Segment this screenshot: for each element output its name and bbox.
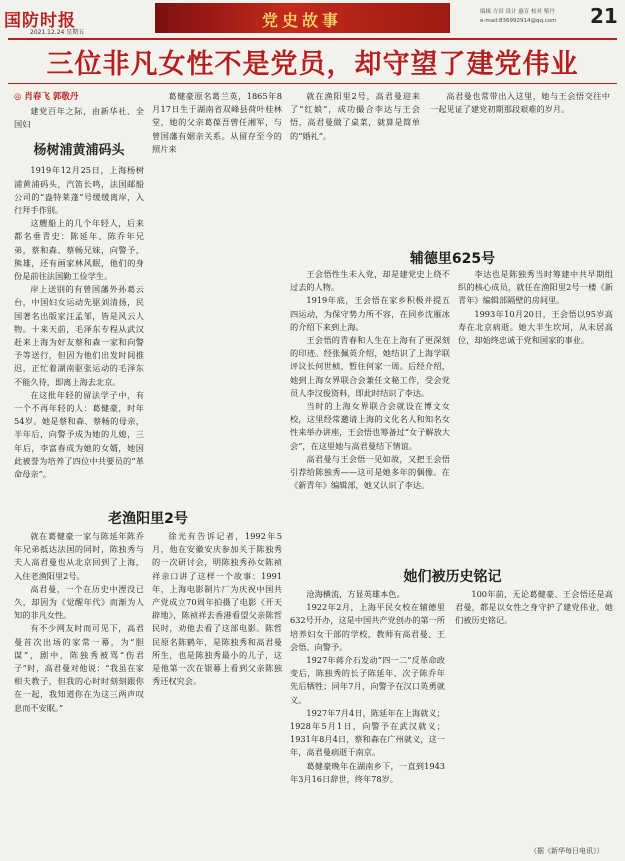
paragraph: 当时的上海女界联合会就设在博文女校，这里经常邀请上海的文化名人和知名女性来举办讲座，王会悟也筹备过“女子解放大会”，在这里她与高君曼结下情谊。	[290, 401, 450, 451]
section-heading-4: 她们被历史铭记	[403, 569, 502, 585]
paragraph: 沧海横流，方显英雄本色。	[306, 589, 405, 599]
paragraph: 就在葛健豪一家与陈延年陈乔年兄弟抵达法国的同时，陈独秀与夫人高君曼也从北京回到了上海，入住老渔阳里2号。	[14, 531, 144, 581]
editor-credits	[480, 8, 556, 26]
intro-paragraph: 建党百年之际，由新华社、全国妇	[14, 106, 144, 130]
headline-bottom-rule	[8, 83, 617, 84]
source-credit: （据《新华每日电讯》）	[530, 847, 604, 855]
paragraph: 高君曼也常带出入这里，她与王会悟交往中一起见证了建党初期那段艰难的岁月。	[430, 91, 610, 115]
page-number: 21	[590, 4, 618, 28]
paragraph: 葛健豪晚年在湖南乡下，一直到1943年3月16日辞世，终年78岁。	[290, 760, 445, 784]
masthead	[0, 0, 625, 36]
paragraph: 1919年底，王会悟在家乡积极并提五四运动，为保守势力所不容，在同乡沈雁冰的介绍下来到上海。	[290, 295, 450, 332]
paragraph: 这艘船上的几个年轻人，后来都名垂青史：陈延年、陈乔年兄弟，蔡和森、蔡畅兄妹，向警予，熊雄，还有画家林风眠，他们的身份是前往法国勤工俭学生。	[14, 218, 144, 282]
paragraph: 在这批年轻的留法学子中，有一个不再年轻的人：葛健豪，时年54岁。她是蔡和森、蔡畅的母亲，半年后，向警予成为她的儿媳，三年后，李富春成为她的女婿，她因此被誉为培养了四位中共要员的“革命母亲”。	[14, 389, 144, 480]
paragraph: 葛健豪原名葛兰英，1865年8月17日生于湖南省双峰县荷叶桂林堂，她的父亲葛葆吾曾任湘军，与曾国藩有姻亲关系。从留存至今的照片来	[152, 91, 282, 154]
paragraph: 王会悟的青春和人生在上海有了更深刻的印迹。经张佩英介绍，她结识了上海学联评议长何世桢，暂住何家一周。后经介绍，她到上海女界联合会兼任文秘工作，受会党员人李汉俊资料，即此时结识了李达。	[290, 335, 450, 398]
paragraph: 100年前，无论葛健豪、王会悟还是高君曼，都是以女性之身守护了建党伟业，她们被历史铭记。	[455, 589, 613, 626]
paragraph: 徐光有告诉记者，1992年5月，他在安徽安庆参加关于陈独秀的一次研讨会，明陈独秀孙女陈祯祥亲口讲了这样一个故事：1991年，上海电影制片厂为庆祝中国共产党成立70周年拍摄了电影《开天辟地》，陈祯祥去香港看望父亲陈哲民时，劝他去看了这部电影。陈哲民原名陈鹤年，是陈独秀和高君曼所生，也是陈独秀最小的儿子，这是他第一次在银幕上看到父亲陈独秀还权究会。	[152, 531, 282, 687]
column-8	[152, 530, 282, 842]
column-4	[430, 90, 610, 240]
section-banner	[155, 3, 450, 33]
paragraph: 高君曼与王会悟一见如故，又把王会悟引荐给陈独秀——这可是她多年的偶像。在《新青年》编辑部，她又认识了李达。	[290, 453, 450, 491]
paragraph: 1922年2月，上海平民女校在辅德里632号开办，这是中国共产党创办的第一所培养妇女干部的学校，教师有高君曼、王会悟、向警予。	[290, 602, 445, 652]
paragraph: 就在渔阳里2号，高君曼迎来了“红娘”，成功撮合李达与王会悟，高君曼做了桌菜，就算是简单的“婚礼”。	[290, 91, 420, 141]
section-title: 党史故事	[262, 11, 343, 30]
paragraph: 高君曼，一个在历史中湮没已久，却因为《觉醒年代》而渐为人知的非凡女性。	[14, 583, 144, 621]
column-10	[455, 588, 613, 838]
paragraph: 李达也是陈独秀当时筹建中共早期组织的核心成员，就任在渔阳里2号一楼《新青年》编辑部隔壁的房间里。	[458, 269, 613, 306]
section-heading-2: 老渔阳里2号	[108, 511, 188, 527]
section-heading-1: 杨树浦黄浦码头	[33, 143, 125, 159]
column-3	[290, 90, 420, 240]
column-7	[14, 530, 144, 842]
column-1	[14, 90, 144, 520]
editor-email: e-mail:836992914@qq.com	[480, 18, 557, 24]
paragraph: 1927年蒋介石发动“四一二”反革命政变后，陈独秀的长子陈延年、次子陈乔年先后牺牲；同年7月，向警予在汉口英勇就义。	[290, 655, 445, 705]
byline: ◎ 肖春飞 郭敬丹	[14, 92, 79, 102]
newspaper-logo: 国防时报	[4, 11, 76, 31]
issue-date: 2021.12.24 星期五	[30, 29, 85, 36]
paragraph: 有不少网友时而可见下，高君曼首次出场的家常一幕，为“胆谋”，剧中，陈独秀被骂“伤君子”时，高君曼对他说：“我虽在家相夫教子，但我的心时时刻刻跟你在一起，我知道你在为这三两声叹息而不安眠。”	[14, 623, 144, 713]
paragraph: 1919年12月25日，上海杨树浦黄浦码头，汽笛长鸣，法国邮船公司的“盎特莱蓬”号缓缓离岸，入行拜手作别。	[14, 165, 144, 216]
section-heading-3: 辅德里625号	[409, 251, 496, 267]
column-6	[458, 268, 613, 553]
headline-top-rule	[8, 38, 617, 40]
article-headline: 三位非凡女性不是党员，却守望了建党伟业	[46, 49, 579, 80]
paragraph: 1993年10月20日，王会悟以95岁高寿在北京病逝。她大半生坎坷，从未居高位，却始终忠诚于党和国家的事业。	[458, 308, 613, 346]
paragraph: 1927年7月4日，陈延年在上海就义；1928年5月1日，向警予在武汉就义；1931年8月4日，蔡和森在广州就义，这一年，高君曼病逝于南京。	[290, 707, 445, 758]
column-2	[152, 90, 282, 505]
paragraph: 岸上送别的有曾国藩外孙葛云台，中国妇女运动先驱刘清扬，民国著名出版家汪孟邹，皆是风云人物。十来天前，毛泽东专程从武汉赶来上海为好友蔡和森一家和向警予等送行，但因为他们出发时间推迟，正忙着湖南驱张运动的毛泽东不能久待，即离上海去北京。	[14, 284, 144, 387]
paragraph: 王会悟性生未入党，却是建党史上绕不过去的人物。	[290, 269, 450, 293]
column-5	[290, 268, 450, 553]
column-9	[290, 588, 445, 843]
editor-names: 编辑 方田 设计 惠宣 校对 柴丹	[480, 9, 555, 15]
